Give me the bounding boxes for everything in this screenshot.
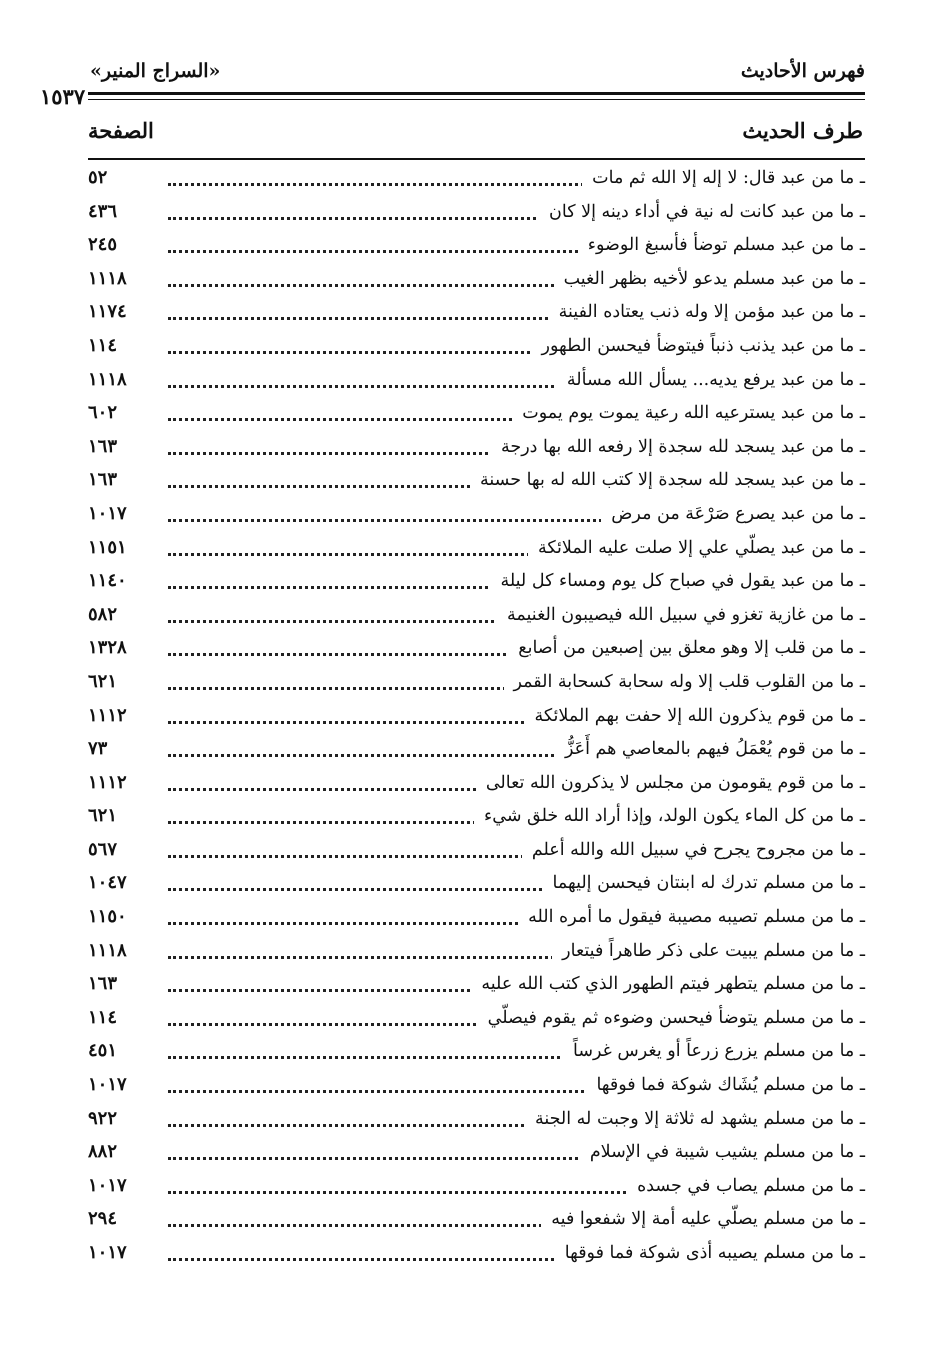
column-heading-hadith: طرف الحديث — [742, 118, 863, 143]
hadith-text: ـ ما من عبد مسلم يدعو لأخيه بظهر الغيب — [554, 269, 865, 289]
index-entry — [88, 768, 865, 802]
hadith-text: ـ ما من مسلم يصيبه أذى شوكة فما فوقها — [555, 1243, 865, 1263]
page-ref: ١٠١٧ — [88, 1242, 127, 1263]
hadith-text: ـ ما من مسلم يصلّي عليه أمة إلا شفعوا فيه — [541, 1209, 865, 1229]
hadith-text: ـ ما من غازية تغزو في سبيل الله فيصيبون الغنيمة — [497, 605, 865, 625]
hadith-text: ـ ما من مجروح يجرح في سبيل الله والله أعلم — [522, 840, 865, 860]
hadith-text: ـ ما من عبد يرفع يديه... يسأل الله مسألة — [557, 370, 865, 390]
index-title: فهرس الأحاديث — [740, 60, 865, 82]
hadith-text: ـ ما من عبد يقول في صباح كل يوم ومساء كل ليلة — [490, 571, 865, 591]
hadith-text: ـ ما من مسلم يشيب شيبة في الإسلام — [580, 1142, 865, 1162]
page-ref: ٦٠٢ — [88, 402, 118, 424]
hadith-text: ـ ما من مسلم يشهد له ثلاثة إلا وجبت له الجنة — [525, 1109, 865, 1129]
hadith-text: ـ ما من مسلم تدرك له ابنتان فيحسن إليهما — [543, 873, 865, 893]
hadith-text: ـ ما من عبد كانت له نية في أداء دينه إلا كان — [539, 202, 865, 222]
hadith-text: ـ ما من عبد مؤمن إلا وله ذنب يعتاده الفينة — [549, 302, 865, 322]
index-entry — [88, 499, 865, 533]
hadith-text: ـ ما من عبد يسجد لله سجدة إلا رفعه الله بها درجة — [491, 437, 865, 457]
index-entry — [88, 600, 865, 634]
hadith-text: ـ ما من قوم يذكرون الله إلا حفت بهم الملائكة — [524, 706, 865, 726]
page-ref: ١٠١٧ — [88, 502, 127, 524]
index-entry — [88, 1238, 865, 1272]
page-ref: ٧٣ — [88, 738, 108, 760]
index-entry — [88, 264, 865, 298]
running-head — [40, 58, 865, 90]
page-ref: ٤٣٦ — [88, 200, 118, 222]
index-entry — [88, 398, 865, 432]
header-rule-thin — [88, 99, 865, 100]
index-entry — [88, 432, 865, 466]
hadith-text: ـ ما من قوم يُعْمَلُ فيهم بالمعاصي هم أَعَزُّ — [555, 739, 865, 759]
index-entry — [88, 868, 865, 902]
hadith-text: ـ ما من كل الماء يكون الولد، وإذا أراد الله خلق شيء — [474, 806, 865, 826]
index-entry — [88, 331, 865, 365]
index-entry — [88, 835, 865, 869]
page-ref: ١١٤ — [88, 1006, 118, 1028]
page-ref: ٩٢٢ — [88, 1107, 118, 1129]
index-entry — [88, 297, 865, 331]
hadith-text: ـ ما من مسلم يتوضأ فيحسن وضوءه ثم يقوم فيصلّي — [478, 1008, 865, 1028]
page-ref: ١١٤٠ — [88, 570, 127, 592]
hadith-text: ـ ما من عبد قال: لا إله إلا الله ثم مات — [582, 168, 865, 188]
hadith-text: ـ ما من مسلم يزرع زرعاً أو يغرس غرساً — [563, 1041, 865, 1061]
page-ref: ٦٢١ — [88, 670, 118, 692]
page-ref: ١١١٨ — [88, 939, 127, 961]
index-entry — [88, 230, 865, 264]
index-entry — [88, 701, 865, 735]
page-ref: ٢٩٤ — [88, 1208, 118, 1230]
hadith-text: ـ ما من مسلم يُشَاك شوكة فما فوقها — [586, 1075, 865, 1095]
hadith-text: ـ ما من عبد يسترعيه الله رعية يموت يوم يموت — [512, 403, 865, 423]
page-ref: ١١٥٠ — [88, 906, 127, 928]
hadith-text: ـ ما من مسلم تصيبه مصيبة فيقول ما أمره الله — [518, 907, 865, 927]
index-entry — [88, 566, 865, 600]
page-ref: ١٦٣ — [88, 435, 118, 457]
column-heading-rule — [88, 158, 865, 160]
index-entry — [88, 801, 865, 835]
page-number: ١٥٣٧ — [40, 84, 86, 109]
page-ref: ٤٥١ — [88, 1040, 118, 1062]
page-ref: ١٠٤٧ — [88, 872, 127, 894]
hadith-text: ـ ما من قوم يقومون من مجلس لا يذكرون الله تعالى — [476, 773, 865, 793]
index-entry — [88, 163, 865, 197]
index-entry — [88, 1036, 865, 1070]
index-entry — [88, 936, 865, 970]
hadith-text: ـ ما من عبد يذنب ذنباً فيتوضأ فيحسن الطهور — [532, 336, 865, 356]
page-ref: ٢٤٥ — [88, 234, 118, 256]
index-entry — [88, 734, 865, 768]
page-ref: ١١٤ — [88, 334, 118, 356]
hadith-text: ـ ما من مسلم يصاب في جسده — [627, 1176, 865, 1196]
hadith-text: ـ ما من مسلم يبيت على ذكر طاهراً فيتعار — [552, 941, 865, 961]
page-ref: ١٠١٧ — [88, 1174, 127, 1196]
index-entry — [88, 533, 865, 567]
page-ref: ٥٨٢ — [88, 603, 118, 625]
index-entry — [88, 667, 865, 701]
page-ref: ١١٧٤ — [88, 301, 127, 323]
hadith-text: ـ ما من عبد مسلم توضأ فأسبغ الوضوء — [578, 235, 865, 255]
hadith-text: ـ ما من القلوب قلب إلا وله سحابة كسحابة القمر — [504, 672, 866, 692]
index-entry — [88, 902, 865, 936]
index-entry — [88, 465, 865, 499]
page-ref: ٥٢ — [88, 167, 108, 188]
index-entry — [88, 1070, 865, 1104]
hadith-index-list — [88, 163, 865, 1272]
column-heading-page: الصفحة — [88, 118, 154, 143]
page-ref: ١١٥١ — [88, 536, 127, 558]
page-ref: ٥٦٧ — [88, 838, 118, 860]
page-ref: ٨٨٢ — [88, 1141, 118, 1163]
index-entry — [88, 969, 865, 1003]
index-entry — [88, 1137, 865, 1171]
header-rule-thick — [88, 92, 865, 95]
index-entry — [88, 1204, 865, 1238]
page-ref: ١٠١٧ — [88, 1074, 127, 1096]
hadith-text: ـ ما من عبد يصرع صَرْعَة من مرض — [601, 504, 865, 524]
page-ref: ١١١٨ — [88, 267, 127, 289]
page-ref: ١٣٢٨ — [88, 637, 127, 659]
index-entry — [88, 633, 865, 667]
book-title: «السراج المنير» — [90, 60, 221, 82]
page-ref: ١١١٨ — [88, 368, 127, 390]
page-ref: ١١١٢ — [88, 704, 127, 726]
page-ref: ١٦٣ — [88, 469, 118, 491]
index-entry — [88, 1003, 865, 1037]
hadith-text: ـ ما من عبد يسجد لله سجدة إلا كتب الله له بها حسنة — [470, 470, 865, 490]
index-entry — [88, 365, 865, 399]
index-entry — [88, 1171, 865, 1205]
index-entry — [88, 1104, 865, 1138]
page-ref: ٦٢١ — [88, 805, 118, 827]
index-entry — [88, 197, 865, 231]
page-ref: ١٦٣ — [88, 973, 118, 995]
hadith-text: ـ ما من قلب إلا وهو معلق بين إصبعين من أصابع — [508, 638, 865, 658]
hadith-text: ـ ما من مسلم يتطهر فيتم الطهور الذي كتب الله عليه — [471, 974, 865, 994]
hadith-text: ـ ما من عبد يصلّي علي إلا صلت عليه الملائكة — [528, 538, 865, 558]
page-ref: ١١١٢ — [88, 771, 127, 793]
